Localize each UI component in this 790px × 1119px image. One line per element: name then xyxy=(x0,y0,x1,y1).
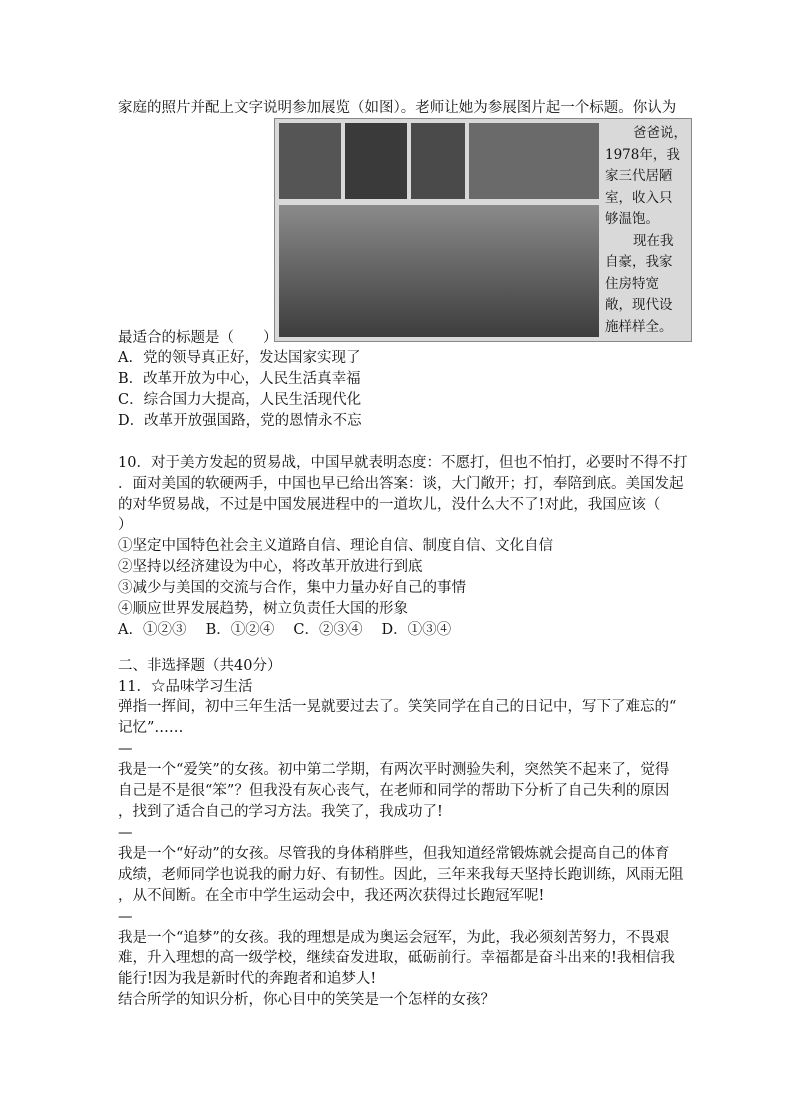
q10-line: 10．对于美方发起的贸易战，中国早就表明态度：不愿打，但也不怕打，必要时不得不打 xyxy=(118,455,688,471)
q11-line: 自己是不是很“笨”？但我没有灰心丧气，在老师和同学的帮助下分析了自己失利的原因 xyxy=(118,783,670,799)
q11-line: 我是一个“好动”的女孩。尽管我的身体稍胖些，但我知道经常锻炼就会提高自己的体育 xyxy=(118,846,670,862)
caption-line: 敞，现代设 xyxy=(605,297,673,313)
photo-old-room-4 xyxy=(469,123,599,199)
q10-line: 的对华贸易战，不过是中国发展进程中的一道坎儿，没什么大不了!对此，我国应该（ xyxy=(118,497,661,513)
q9-option-d: D．改革开放强国路，党的恩情永不忘 xyxy=(118,413,362,429)
q10-options: A．①②③ B．①②④ C．②③④ D．①③④ xyxy=(118,622,452,638)
q11-line: 弹指一挥间，初中三年生活一晃就要过去了。笑笑同学在自己的日记中，写下了难忘的“ xyxy=(118,699,677,715)
q11-divider: — xyxy=(118,909,133,925)
section2-title: 二、非选择题（共40分） xyxy=(118,658,282,674)
photo-old-room-3 xyxy=(411,123,465,199)
q9-option-b: B．改革开放为中心，人民生活真幸福 xyxy=(118,371,361,387)
q9-option-c: C．综合国力大提高，人民生活现代化 xyxy=(118,392,362,408)
q10-line: ） xyxy=(118,517,133,533)
caption-line: 够温饱。 xyxy=(605,211,659,227)
caption-line: 现在我 xyxy=(633,232,674,249)
q11-line: 我是一个“爱笑”的女孩。初中第二学期，有两次平时测验失利，突然笑不起来了，觉得 xyxy=(118,762,670,778)
q11-title: 11．☆品味学习生活 xyxy=(118,679,253,695)
q11-line: ，从不间断。在全市中学生运动会中，我还两次获得过长跑冠军呢! xyxy=(118,888,545,904)
caption-line: 自豪，我家 xyxy=(605,254,673,270)
caption-line: 爸爸说， xyxy=(633,125,687,141)
q11-line: 成绩，老师同学也说我的耐力好、有韧性。因此，三年来我每天坚持长跑训练，风雨无阻 xyxy=(118,867,684,883)
q10-item-3: ③减少与美国的交流与合作，集中力量办好自己的事情 xyxy=(118,580,466,596)
photo-old-room-2 xyxy=(345,123,407,199)
q10-line: ．面对美国的软硬两手，中国也早已给出答案：谈，大门敞开；打，奉陪到底。美国发起 xyxy=(118,476,684,492)
q11-line: ，找到了适合自己的学习方法。我笑了，我成功了! xyxy=(118,804,443,820)
q11-divider: — xyxy=(118,741,133,757)
figure-caption xyxy=(605,123,687,338)
exhibition-photo xyxy=(274,118,692,342)
q9-option-a: A．党的领导真正好，发达国家实现了 xyxy=(118,350,361,366)
q9-stem-end: 最适合的标题是（ ） xyxy=(118,330,278,346)
photo-modern-living-room xyxy=(279,205,599,337)
q11-line: 能行!因为我是新时代的奔跑者和追梦人! xyxy=(118,971,377,987)
photo-old-room-1 xyxy=(279,123,341,199)
q10-item-2: ②坚持以经济建设为中心，将改革开放进行到底 xyxy=(118,559,423,575)
q9-intro: 家庭的照片并配上文字说明参加展览（如图）。老师让她为参展图片起一个标题。你认为 xyxy=(118,100,677,116)
caption-line: 住房特宽 xyxy=(605,275,659,292)
q11-question: 结合所学的知识分析，你心目中的笑笑是一个怎样的女孩？ xyxy=(118,992,495,1008)
q11-divider: — xyxy=(118,825,133,841)
q10-item-4: ④顺应世界发展趋势，树立负责任大国的形象 xyxy=(118,601,408,617)
caption-line: 家三代居陋 xyxy=(605,168,673,184)
q11-line: 难，升入理想的高一级学校，继续奋发进取，砥砺前行。幸福都是奋斗出来的!我相信我 xyxy=(118,950,675,966)
caption-line: 室，收入只 xyxy=(605,189,673,206)
caption-line: 施样样全。 xyxy=(605,318,673,335)
caption-line: 1978年，我 xyxy=(605,146,680,163)
q10-item-1: ①坚定中国特色社会主义道路自信、理论自信、制度自信、文化自信 xyxy=(118,538,553,554)
q11-line: 记忆”…… xyxy=(118,720,184,736)
q11-line: 我是一个“追梦”的女孩。我的理想是成为奥运会冠军，为此，我必须刻苦努力，不畏艰 xyxy=(118,930,670,946)
